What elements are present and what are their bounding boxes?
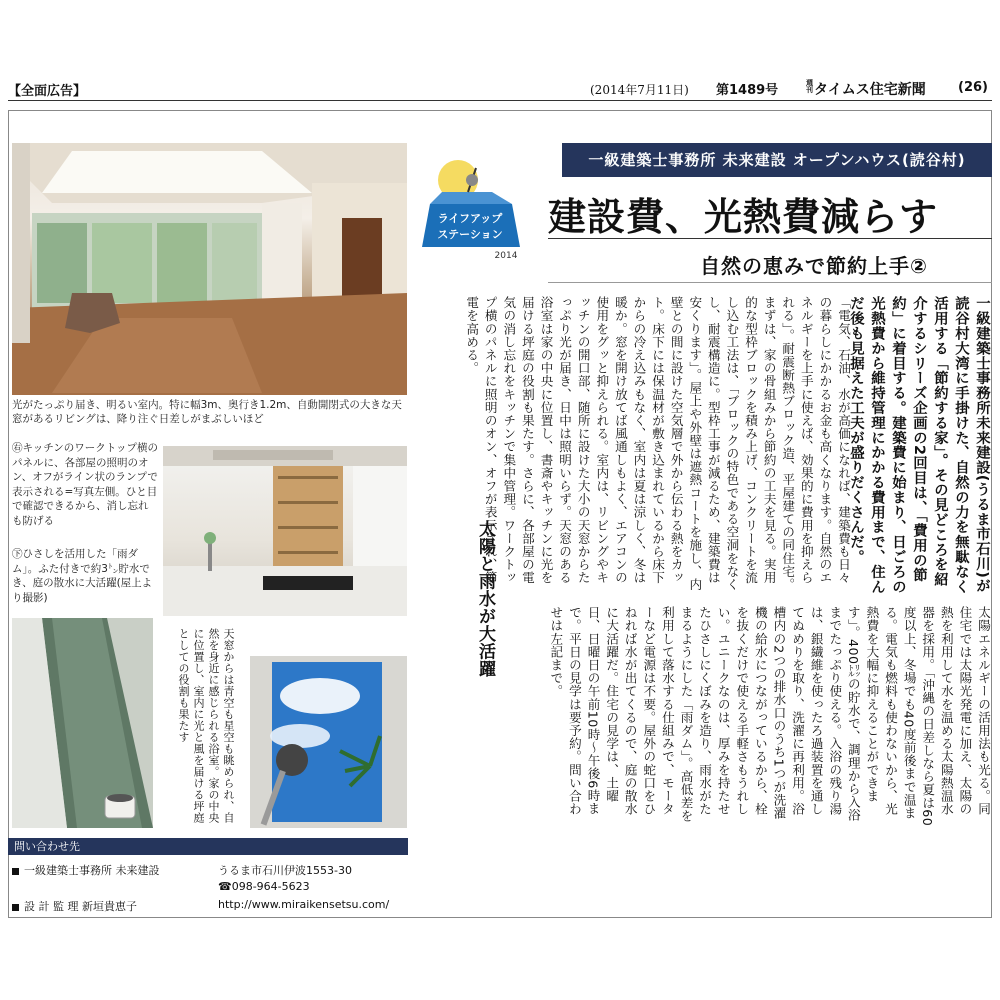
section-label: 【全面広告】 bbox=[8, 84, 87, 99]
newspaper-title: タイムス住宅新聞 bbox=[814, 82, 926, 98]
logo-year: 2014 bbox=[494, 251, 518, 261]
issue-date: (2014年7月11日) bbox=[590, 83, 689, 97]
contact-phone: ☎098-964-5623 bbox=[218, 880, 310, 893]
kitchen-photo bbox=[163, 446, 407, 616]
bathroom-caption: 天窓からは青空も星空も眺められ、自然を身近に感じられる浴室。家の中央に位置し、室内に光と風を届ける坪庭としての役割も果たす bbox=[177, 628, 235, 824]
bullet-square bbox=[12, 868, 19, 875]
contact-supervisor bbox=[12, 898, 137, 914]
article-headline: 建設費、光熱費減らす bbox=[548, 194, 939, 239]
article-banner: 一級建築士事務所 未来建設 オープンハウス(読谷村) bbox=[562, 143, 992, 177]
bullet-square bbox=[12, 904, 19, 911]
contact-header: 問い合わせ先 bbox=[8, 838, 408, 855]
article-body-top: 「電気、石油、水が高価になれば、建築費も日々の暮らしにかかるお金も高くなります。自然のエネルギーを上手に使えば、効果的に費用を抑えられる」。耐震断熱ブロック造、平屋建ての同住宅。まずは、家の骨組みから節約の工夫を見る。実用的な型枠ブロックを積み上げ、コンクリートを流し込む工法は、「ブロックの特色である空洞をなくし、耐震構造に。型枠工事が減るため、建築費は安くります」。屋上や外壁は遮熱コートを施し、内壁との間に設けた空気層で外から伝わる熱をカット。床下には保温材が敷き込まれているから床下からの冷え込みもなく、室内は夏は涼しく、冬は暖か。窓を開け放てば風通しもよく、エアコンの使用をグッと抑えられる。室内は、リビングやキッチンの開口部、随所に設けた大小の天窓からたっぷり光が届き、日中は照明いらず。天窓のある浴室は家の中央に位置し、書斎やキッチンに光を届ける坪庭の役割も果たす。さらに、各部屋の電気の消し忘れをキッチンで集中管理。ワークトップ横のパネルに照明のオン、オフが表示され、節電を高める。 bbox=[464, 296, 851, 591]
logo-line2: ステーション bbox=[437, 228, 503, 241]
life-up-station-logo bbox=[420, 152, 530, 262]
section-heading: 太陽と雨水が大活躍 bbox=[475, 520, 495, 678]
subhead-divider bbox=[548, 282, 992, 283]
contact-company bbox=[12, 862, 160, 878]
header-divider bbox=[8, 100, 992, 101]
living-room-photo bbox=[12, 143, 407, 395]
newspaper-prefix: 週刊 bbox=[806, 78, 813, 94]
page-number: (26) bbox=[958, 80, 988, 95]
rain-dam-photo bbox=[12, 618, 153, 828]
contact-website-link[interactable]: http://www.miraikensetsu.com/ bbox=[218, 898, 390, 911]
article-subheadline: 自然の恵みで節約上手② bbox=[700, 254, 928, 278]
bathroom-skylight-photo bbox=[250, 656, 407, 828]
rain-dam-caption: ㊦ひさしを活用した「雨ダム」。ふた付きで約3㌧貯水でき、庭の散水に大活躍(屋上より撮影) bbox=[12, 548, 153, 604]
kitchen-caption: ㊨キッチンのワークトップ横のパネルに、各部屋の照明のオン、オフがライン状のランプで表示される=写真左側。ひと目で確認できるから、消し忘れも防げる bbox=[12, 442, 158, 527]
newspaper-name bbox=[806, 79, 926, 99]
supervisor-label: 設 計 監 理 新垣貴恵子 bbox=[24, 900, 137, 913]
contact-address: うるま市石川伊波1553-30 bbox=[218, 864, 352, 877]
company-label: 一級建築士事務所 未来建設 bbox=[24, 864, 160, 877]
logo-line1: ライフアップ bbox=[437, 212, 503, 225]
article-lead: 一級建築士事務所未来建設(うるま市石川)が読谷村大湾に手掛けた、自然の力を無駄なく活用する「節約する家」。その見どころを紹介するシリーズ企画の2回目は、「費用の節約」に着目する。建築費に始まり、日ごろの光熱費から維持管理にかかる費用まで、住んだ後も見据えた工夫が盛りだくさんだ。 bbox=[848, 296, 990, 594]
living-room-caption: 光がたっぷり届き、明るい室内。特に幅3m、奥行き1.2m、自動開閉式の大きな天窓があるリビングは、降り注ぐ日差しがまぶしいほど bbox=[12, 399, 402, 425]
headline-divider bbox=[548, 238, 992, 239]
issue-number: 第1489号 bbox=[716, 83, 779, 98]
article-body-bottom: 太陽エネルギーの活用法も光る。同住宅では太陽光発電に加え、太陽の熱を利用して水を温める太陽熱温水器を採用。「沖縄の日差しなら夏は60度以上、冬場でも40度前後まで温まる。電気も燃料も使わないから、光熱費を大幅に抑えることができます」。400㍑の貯水で、調理から入浴までたっぷり使える。入浴の残り湯は、銀繊維を使ったろ過装置を通してぬめりを取り、洗濯に再利用。浴槽内の2つの排水口のうち1つが洗濯機の給水につながっているから、栓を抜くだけで使える手軽さもうれしい。ユニークなのは、厚みを持たせたひさしにくぼみを造り、雨水がたまるようにした「雨ダム」。高低差を利用して落水する仕組みで、モーターなど電源は不要。屋外の蛇口をひねれば水が出てくるので、庭の散水に大活躍だ。住宅の見学は、土曜日、日曜日の午前10時〜午後6時まで。平日の見学は要予約。問い合わせは左記まで。 bbox=[548, 606, 991, 827]
